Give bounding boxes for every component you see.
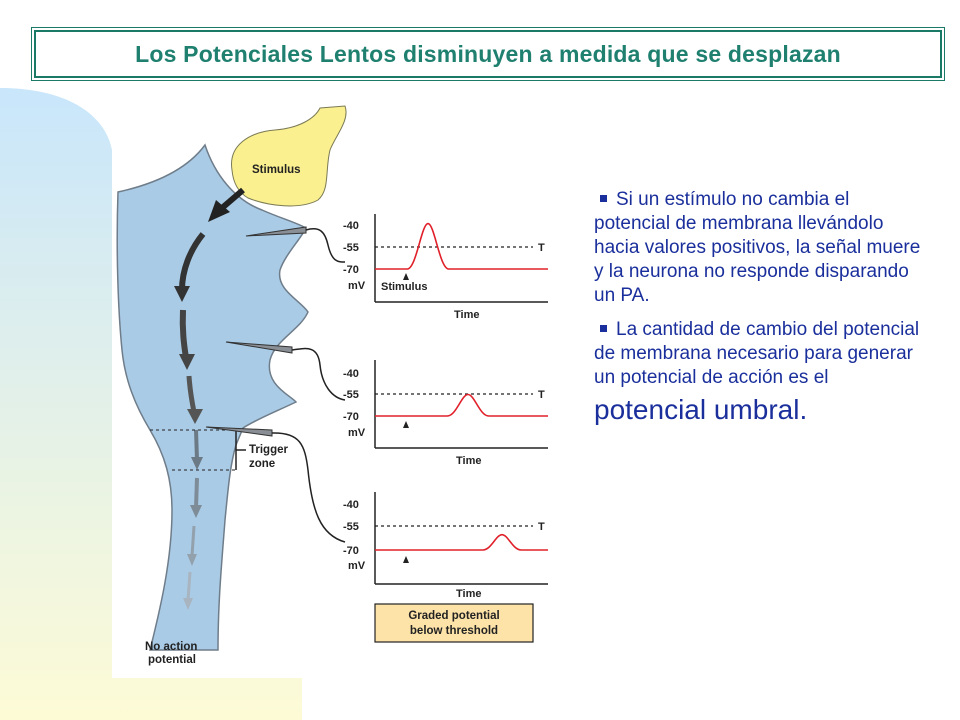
caption-line-1: Graded potential <box>408 610 500 622</box>
slide-title: Los Potenciales Lentos disminuyen a medida que se desplazan <box>135 40 841 67</box>
graph-2-threshold-label: T <box>538 389 545 401</box>
graph-3-y-unit: mV <box>348 560 366 572</box>
graph-3-x-label: Time <box>456 588 482 600</box>
graph-1-stimulus-marker <box>403 273 409 280</box>
bullet-item-1 <box>594 188 924 308</box>
graph-3-ytick-70: -70 <box>343 545 359 557</box>
no-ap-label-2: potential <box>148 654 196 666</box>
graph-2-stimulus-marker <box>403 421 409 428</box>
trigger-zone-label-1: Trigger <box>249 444 288 456</box>
caption-line-2: below threshold <box>409 625 499 637</box>
graph-1-trace <box>375 224 548 269</box>
graph-3-stimulus-marker <box>403 556 409 563</box>
graph-1-y-unit: mV <box>348 280 366 292</box>
graph-2-trace <box>375 395 548 417</box>
square-bullet-icon <box>600 195 607 202</box>
graph-1-stimulus-label: Stimulus <box>381 281 428 293</box>
graph-3 <box>343 492 548 600</box>
graph-2-x-label: Time <box>456 455 482 467</box>
bullet-1-text: Si un estímulo no cambia el potencial de membrana llevándolo hacia valores positivos, la señal muere y la neurona no responde disparando un PA. <box>594 189 921 306</box>
threshold-potential-term: potencial umbral. <box>594 394 808 425</box>
graph-1-ytick-55: -55 <box>343 242 359 254</box>
graph-1 <box>343 214 548 321</box>
graph-2-y-unit: mV <box>348 427 366 439</box>
bullet-list <box>594 188 924 440</box>
square-bullet-icon <box>600 325 607 332</box>
trigger-zone-label-2: zone <box>249 458 276 470</box>
graph-1-threshold-label: T <box>538 242 545 254</box>
bullet-2-text: La cantidad de cambio del potencial de membrana necesario para generar un potencial de acción es el <box>594 319 920 388</box>
graph-1-ytick-40: -40 <box>343 220 359 232</box>
graph-2-ytick-70: -70 <box>343 411 359 423</box>
stimulus-blob <box>232 106 347 206</box>
graph-2-ytick-40: -40 <box>343 368 359 380</box>
graph-3-ytick-55: -55 <box>343 521 359 533</box>
graph-2 <box>343 360 548 467</box>
graph-2-ytick-55: -55 <box>343 389 359 401</box>
graph-1-x-label: Time <box>454 309 480 321</box>
graph-3-ytick-40: -40 <box>343 499 359 511</box>
bullet-item-2 <box>594 318 924 430</box>
neuron-body <box>117 145 308 650</box>
graph-1-ytick-70: -70 <box>343 264 359 276</box>
stimulus-label: Stimulus <box>252 164 301 176</box>
no-ap-label-1: No action <box>145 641 198 653</box>
graph-3-threshold-label: T <box>538 521 545 533</box>
graph-3-trace <box>375 535 548 550</box>
